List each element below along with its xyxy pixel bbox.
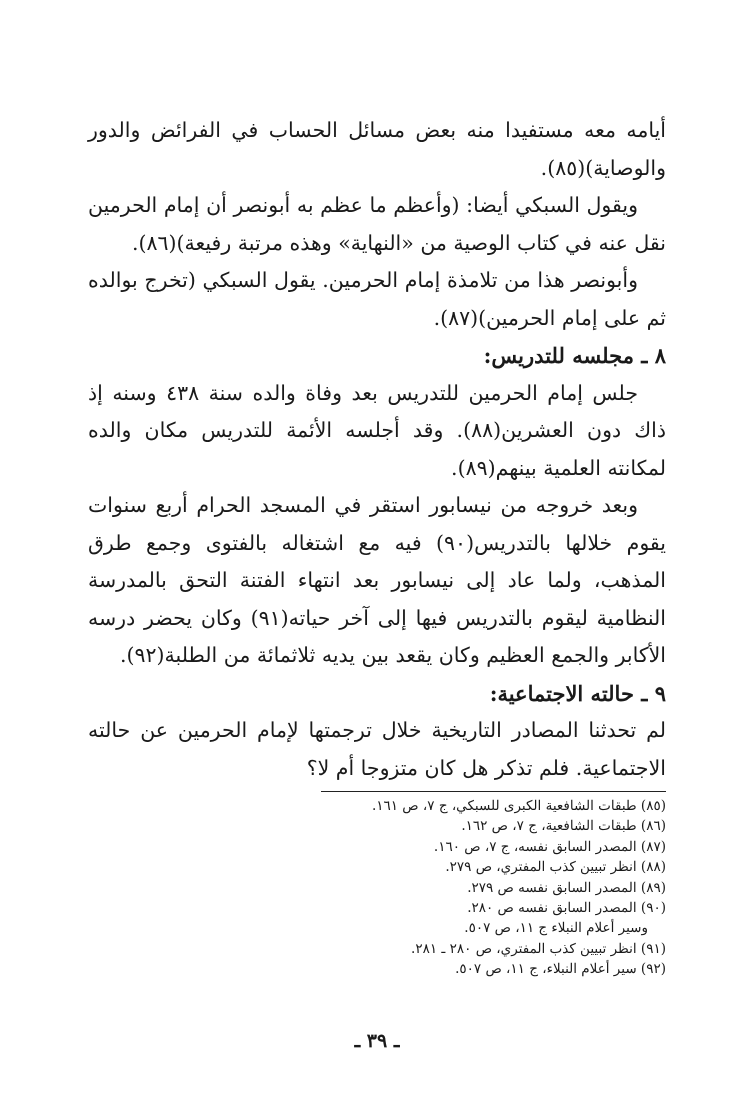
- footnote-85: (٨٥) طبقات الشافعية الكبرى للسبكي، ج ٧، ص ١٦١.: [371, 798, 666, 814]
- footnote-86: (٨٦) طبقات الشافعية، ج ٧، ص ١٦٢.: [461, 818, 666, 835]
- paragraph-6: لم تحدثنا المصادر التاريخية خلال ترجمتها لإمام الحرمين عن حالته الاجتماعية. فلم تذكر هل كان متزوجا أم لا؟: [88, 718, 666, 780]
- paragraph-3: وأبونصر هذا من تلامذة إمام الحرمين. يقول السبكي (تخرج بوالده ثم على إمام الحرمين)(٨٧).: [88, 268, 666, 330]
- footnote-89: (٨٩) المصدر السابق نفسه ص ٢٧٩.: [467, 879, 666, 896]
- footnote-92: (٩٢) سير أعلام النبلاء، ج ١١، ص ٥٠٧.: [455, 961, 666, 978]
- footnote-90: (٩٠) المصدر السابق نفسه ص ٢٨٠.: [467, 900, 666, 917]
- footnote-divider: [321, 791, 666, 792]
- section-heading-8: ٨ ـ مجلسه للتدريس:: [483, 343, 666, 368]
- paragraph-4: جلس إمام الحرمين للتدريس بعد وفاة والده سنة ٤٣٨ وسنه إذ ذاك دون العشرين(٨٨). وقد أجلسه الأئمة للتدريس مكان والده لمكانته العلمية بينهم(٨٩).: [88, 380, 667, 480]
- book-page: [88, 112, 666, 1072]
- paragraph-5: وبعد خروجه من نيسابور استقر في المسجد الحرام أربع سنوات يقوم خلالها بالتدريس(٩٠) فيه مع اشتغاله بالفتوى وجمع طرق المذهب، ولما عاد إلى نيسابور بعد انتهاء الفتنة التحق بالمدرسة النظامية ليقوم بالتدريس فيها إلى آخر حياته(٩١) وكان يحضر درسه الأكابر والجمع العظيم وكان يقعد بين يديه ثلاثمائة من الطلبة(٩٢).: [88, 493, 666, 667]
- footnote-87: (٨٧) المصدر السابق نفسه، ج ٧، ص ١٦٠.: [433, 838, 666, 855]
- page-number: ـ ٣٩ ـ: [354, 1030, 400, 1052]
- paragraph-1: أيامه معه مستفيدا منه بعض مسائل الحساب في الفرائض والدور والوصاية)(٨٥).: [88, 118, 666, 180]
- footnote-91: (٩١) انظر تبيين كذب المفتري، ص ٢٨٠ ـ ٢٨١.: [411, 940, 666, 957]
- footnote-88: (٨٨) انظر تبيين كذب المفتري، ص ٢٧٩.: [445, 859, 666, 876]
- footnote-90-continuation: وسير أعلام النبلاء ج ١١، ص ٥٠٧.: [464, 920, 648, 937]
- footnotes: [88, 796, 666, 980]
- section-heading-9: ٩ ـ حالته الاجتماعية:: [489, 680, 666, 706]
- paragraph-2: ويقول السبكي أيضا: (وأعظم ما عظم به أبونصر أن إمام الحرمين نقل عنه في كتاب الوصية من «النهاية» وهذه مرتبة رفيعة)(٨٦).: [88, 193, 666, 255]
